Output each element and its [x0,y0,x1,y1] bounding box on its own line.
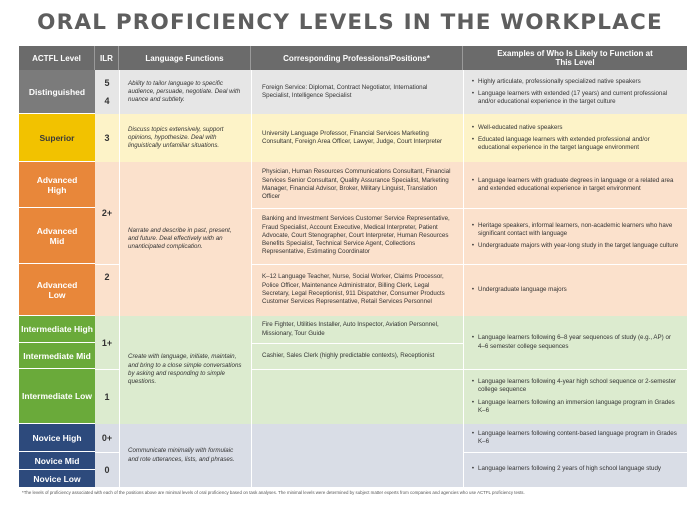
level-superior: Superior [19,114,95,162]
level-distinguished: Distinguished [19,70,95,114]
list-item: • Language learners with extended (17 years) and current professional and/or educational experience in the target culture [471,89,668,106]
examples-advanced-high [463,162,687,208]
level-advanced-low: Advanced Low [19,264,95,316]
row-divider [95,264,119,265]
level-intermediate-mid: Intermediate Mid [19,343,95,369]
list-item: • Educated language learners with extended professional and/or educational experience in the target language environment [471,135,650,152]
level-intermediate-low: Intermediate Low [19,369,95,424]
row-divider [463,452,687,453]
header-language-functions: Language Functions [119,46,251,70]
list-item: • Language learners following content-based language program in Grades K–6 [471,429,677,445]
row-divider [251,208,687,209]
footnote: *The levels of proficiency associated with each of the positions above are minimal levels of oral proficiency based on task analyses. The minimal levels were determined by subject matter experts from companies and agencies who use ACTFL proficiency tests. [22,490,525,495]
functions-distinguished: Ability to tailor language to specific audience, persuade, negotiate. Deal with nuance and subtlety. [119,70,251,114]
row-divider [251,343,463,344]
level-advanced-high: Advanced High [19,162,95,208]
header-professions: Corresponding Professions/Positions* [251,46,463,70]
ilr-novice-high: 0+ [95,424,119,452]
level-intermediate-high: Intermediate High [19,316,95,343]
header-examples: Examples of Who Is Likely to Function at This Level [463,46,687,70]
examples-novice-mid-low [463,452,687,487]
ilr-novice-mid-low: 0 [95,452,119,487]
page-title: ORAL PROFICIENCY LEVELS IN THE WORKPLACE [37,10,663,35]
level-novice-high: Novice High [19,424,95,452]
level-novice-mid: Novice Mid [19,452,95,470]
professions-advanced-mid: Banking and Investment Services Customer Service Representative, Fraud Specialist, Account Executive, Medical Interpreter, Patient Advocate, Court Stenographer, Court Interpreter, Human Resources Benefits Specialist, Technical Service Agent, Collections Representative, Estimating Coordinator [251,208,463,264]
examples-superior [463,114,687,162]
ilr-intermediate-low: 1 [95,369,119,424]
functions-intermediate: Create with language, initiate, maintain, and bring to a close simple conversations by asking and responding to simple questions. [119,316,251,424]
ilr-value: 5 [104,78,110,88]
professions-superior: University Language Professor, Financial Services Marketing Consultant, Foreign Area Officer, Lawyer, Judge, Court Interpreter [251,114,463,162]
professions-distinguished: Foreign Service: Diplomat, Contract Negotiator, International Specialist, Intelligence Specialist [251,70,463,114]
examples-intermediate-low [463,369,687,424]
row-divider [251,264,687,265]
ilr-value: 4 [104,96,110,106]
list-item: • Heritage speakers, informal learners, non-academic learners who have significant contact with language [471,221,673,237]
examples-intermediate-high-mid [463,316,687,369]
ilr-distinguished [95,70,119,114]
functions-advanced: Narrate and describe in past, present, and future. Deal effectively with an unanticipated complication. [119,162,251,316]
list-item: • Highly articulate, professionally specialized native speakers [471,77,641,85]
list-item: • Language learners following 6–8 year sequences of study (e.g., AP) or 4–6 semester college sequences [471,334,671,350]
professions-intermediate-low [251,369,463,424]
level-novice-low: Novice Low [19,470,95,487]
ilr-superior: 3 [95,114,119,162]
ilr-advanced-low: 2 [95,264,119,316]
row-divider [95,369,119,370]
header-actfl-level: ACTFL Level [19,46,95,70]
row-divider [95,452,119,453]
header-ilr: ILR [95,46,119,70]
professions-advanced-low: K–12 Language Teacher, Nurse, Social Worker, Claims Processor, Police Officer, Maintenance Administrator, Billing Clerk, Legal Secretary, Legal Receptionist, 911 Dispatcher, Consumer Products Customer Services Representative, Retail Services Personnel [251,264,463,316]
list-item: • Language learners following 2 years of high school language study [471,465,661,473]
list-item: • Well-educated native speakers [471,123,563,131]
professions-intermediate-high: Fire Fighter, Utilities Installer, Auto Inspector, Aviation Personnel, Missionary, Tour Guide [251,316,463,343]
list-item: • Language learners with graduate degrees in language or a related area and extended educational experience in target environment [471,176,674,192]
list-item: • Language learners following 4-year high school sequence or 2-semester college sequence [471,377,677,394]
examples-distinguished [463,70,687,114]
ilr-intermediate-high-mid: 1+ [95,316,119,369]
list-item: • Undergraduate language majors [471,285,567,293]
level-advanced-mid: Advanced Mid [19,208,95,264]
functions-superior: Discuss topics extensively, support opinions, hypothesize. Deal with linguistically unfamiliar situations. [119,114,251,162]
functions-novice: Communicate minimally with formulaic and rote utterances, lists, and phrases. [119,424,251,487]
professions-advanced-high: Physician, Human Resources Communications Consultant, Financial Services Senior Consultant, Quality Assurance Specialist, Marketing Manager, Financial Advisor, Broker, Military Linguist, Translation Officer [251,162,463,208]
professions-novice [251,424,463,487]
professions-intermediate-mid: Cashier, Sales Clerk (highly predictable contexts), Receptionist [251,343,463,369]
ilr-advanced-high-mid: 2+ [95,162,119,264]
examples-advanced-low [463,264,687,316]
examples-advanced-mid [463,208,687,264]
examples-novice-high [463,424,687,452]
list-item: • Language learners following an immersion language program in Grades K–6 [471,398,675,414]
list-item: • Undergraduate majors with year-long study in the target language culture [471,242,679,250]
row-divider [251,369,687,370]
